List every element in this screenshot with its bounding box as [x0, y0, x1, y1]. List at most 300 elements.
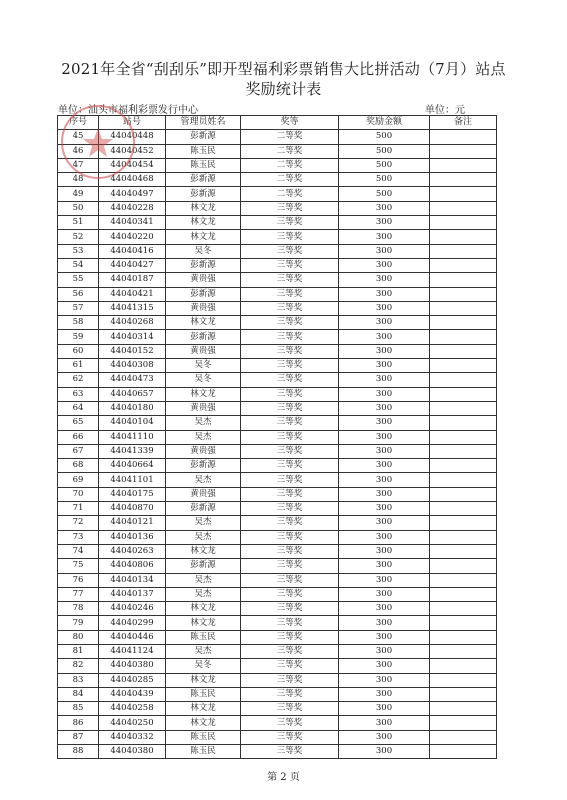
cell-station-id: 44040452 — [99, 144, 166, 158]
cell-manager-name: 陈玉民 — [166, 630, 241, 644]
cell-manager-name: 黄贵强 — [166, 401, 241, 415]
cell-remark — [430, 216, 497, 230]
cell-station-id: 44040806 — [99, 559, 166, 573]
cell-prize-level: 三等奖 — [241, 487, 339, 501]
cell-station-id: 44040448 — [99, 130, 166, 144]
table-row — [58, 401, 497, 415]
cell-amount: 300 — [339, 616, 430, 630]
cell-amount: 300 — [339, 301, 430, 315]
cell-remark — [430, 644, 497, 658]
cell-remark — [430, 516, 497, 530]
cell-station-id: 44040341 — [99, 216, 166, 230]
table-row — [58, 258, 497, 272]
cell-manager-name: 吴杰 — [166, 530, 241, 544]
cell-remark — [430, 530, 497, 544]
cell-prize-level: 三等奖 — [241, 702, 339, 716]
cell-station-id: 44040870 — [99, 502, 166, 516]
cell-manager-name: 彭新源 — [166, 287, 241, 301]
table-row — [58, 587, 497, 601]
cell-index: 52 — [58, 230, 99, 244]
cell-station-id: 44040121 — [99, 516, 166, 530]
cell-prize-level: 三等奖 — [241, 602, 339, 616]
cell-station-id: 44040263 — [99, 544, 166, 558]
cell-remark — [430, 673, 497, 687]
cell-index: 58 — [58, 316, 99, 330]
cell-amount: 300 — [339, 687, 430, 701]
cell-manager-name: 彭新源 — [166, 187, 241, 201]
cell-manager-name: 林文龙 — [166, 616, 241, 630]
cell-remark — [430, 730, 497, 744]
cell-index: 73 — [58, 530, 99, 544]
cell-index: 63 — [58, 387, 99, 401]
cell-index: 48 — [58, 173, 99, 187]
cell-prize-level: 三等奖 — [241, 659, 339, 673]
cell-station-id: 44040134 — [99, 573, 166, 587]
cell-amount: 500 — [339, 187, 430, 201]
cell-remark — [430, 244, 497, 258]
cell-manager-name: 吴冬 — [166, 359, 241, 373]
cell-index: 86 — [58, 716, 99, 730]
cell-amount: 300 — [339, 316, 430, 330]
cell-remark — [430, 616, 497, 630]
cell-amount: 300 — [339, 401, 430, 415]
table-row — [58, 616, 497, 630]
cell-prize-level: 三等奖 — [241, 258, 339, 272]
cell-manager-name: 吴冬 — [166, 244, 241, 258]
cell-manager-name: 林文龙 — [166, 316, 241, 330]
table-row — [58, 745, 497, 759]
col-header-index: 序号 — [58, 116, 99, 130]
cell-amount: 300 — [339, 287, 430, 301]
table-row — [58, 602, 497, 616]
table-row — [58, 216, 497, 230]
cell-amount: 300 — [339, 644, 430, 658]
cell-manager-name: 吴冬 — [166, 373, 241, 387]
cell-remark — [430, 716, 497, 730]
cell-remark — [430, 602, 497, 616]
cell-prize-level: 三等奖 — [241, 687, 339, 701]
cell-remark — [430, 359, 497, 373]
cell-station-id: 44040246 — [99, 602, 166, 616]
cell-index: 74 — [58, 544, 99, 558]
cell-amount: 500 — [339, 158, 430, 172]
cell-index: 57 — [58, 301, 99, 315]
table-row — [58, 473, 497, 487]
cell-manager-name: 吴杰 — [166, 587, 241, 601]
cell-station-id: 44041110 — [99, 430, 166, 444]
cell-manager-name: 林文龙 — [166, 673, 241, 687]
cell-amount: 300 — [339, 502, 430, 516]
cell-remark — [430, 416, 497, 430]
table-row — [58, 130, 497, 144]
cell-remark — [430, 745, 497, 759]
cell-remark — [430, 316, 497, 330]
cell-station-id: 44040427 — [99, 258, 166, 272]
cell-amount: 300 — [339, 473, 430, 487]
table-row — [58, 630, 497, 644]
cell-manager-name: 彭新源 — [166, 258, 241, 272]
cell-index: 80 — [58, 630, 99, 644]
table-row — [58, 330, 497, 344]
cell-prize-level: 三等奖 — [241, 387, 339, 401]
cell-station-id: 44040285 — [99, 673, 166, 687]
cell-station-id: 44040228 — [99, 201, 166, 215]
cell-remark — [430, 201, 497, 215]
cell-prize-level: 三等奖 — [241, 359, 339, 373]
cell-prize-level: 二等奖 — [241, 144, 339, 158]
cell-index: 65 — [58, 416, 99, 430]
cell-station-id: 44040468 — [99, 173, 166, 187]
cell-amount: 300 — [339, 530, 430, 544]
cell-prize-level: 二等奖 — [241, 173, 339, 187]
cell-remark — [430, 373, 497, 387]
cell-station-id: 44040104 — [99, 416, 166, 430]
col-header-remark: 备注 — [430, 116, 497, 130]
cell-station-id: 44040332 — [99, 730, 166, 744]
table-row — [58, 559, 497, 573]
cell-manager-name: 吴杰 — [166, 416, 241, 430]
cell-index: 56 — [58, 287, 99, 301]
table-row — [58, 502, 497, 516]
cell-manager-name: 彭新源 — [166, 330, 241, 344]
cell-amount: 300 — [339, 716, 430, 730]
cell-amount: 300 — [339, 516, 430, 530]
table-row — [58, 173, 497, 187]
cell-index: 83 — [58, 673, 99, 687]
cell-amount: 300 — [339, 630, 430, 644]
cell-prize-level: 三等奖 — [241, 530, 339, 544]
cell-remark — [430, 287, 497, 301]
cell-amount: 300 — [339, 487, 430, 501]
cell-index: 79 — [58, 616, 99, 630]
table-row — [58, 158, 497, 172]
cell-amount: 300 — [339, 430, 430, 444]
table-row — [58, 573, 497, 587]
cell-prize-level: 三等奖 — [241, 544, 339, 558]
cell-manager-name: 吴杰 — [166, 644, 241, 658]
table-row — [58, 430, 497, 444]
cell-remark — [430, 387, 497, 401]
cell-index: 85 — [58, 702, 99, 716]
table-row — [58, 301, 497, 315]
cell-station-id: 44040268 — [99, 316, 166, 330]
cell-manager-name: 林文龙 — [166, 716, 241, 730]
cell-prize-level: 二等奖 — [241, 158, 339, 172]
cell-amount: 300 — [339, 602, 430, 616]
table-row — [58, 359, 497, 373]
cell-remark — [430, 573, 497, 587]
cell-manager-name: 黄贵强 — [166, 487, 241, 501]
issuer-unit-label: 单位：汕头市福利彩票发行中心 — [58, 105, 198, 116]
table-row — [58, 673, 497, 687]
cell-remark — [430, 473, 497, 487]
cell-index: 84 — [58, 687, 99, 701]
cell-station-id: 44041124 — [99, 644, 166, 658]
cell-amount: 300 — [339, 330, 430, 344]
cell-remark — [430, 401, 497, 415]
cell-station-id: 44040314 — [99, 330, 166, 344]
cell-station-id: 44041101 — [99, 473, 166, 487]
table-row — [58, 459, 497, 473]
cell-amount: 300 — [339, 573, 430, 587]
table-row — [58, 530, 497, 544]
table-row — [58, 487, 497, 501]
cell-remark — [430, 459, 497, 473]
cell-prize-level: 三等奖 — [241, 559, 339, 573]
table-row — [58, 716, 497, 730]
cell-manager-name: 林文龙 — [166, 544, 241, 558]
cell-amount: 300 — [339, 273, 430, 287]
cell-index: 60 — [58, 344, 99, 358]
cell-remark — [430, 444, 497, 458]
document-title-line1: 2021年全省“刮刮乐”即开型福利彩票销售大比拼活动（7月）站点 — [61, 60, 506, 78]
cell-prize-level: 三等奖 — [241, 216, 339, 230]
cell-index: 62 — [58, 373, 99, 387]
col-header-amount: 奖励金额 — [339, 116, 430, 130]
cell-manager-name: 林文龙 — [166, 216, 241, 230]
cell-prize-level: 三等奖 — [241, 459, 339, 473]
cell-manager-name: 林文龙 — [166, 702, 241, 716]
cell-amount: 300 — [339, 745, 430, 759]
table-row — [58, 373, 497, 387]
cell-index: 50 — [58, 201, 99, 215]
cell-remark — [430, 144, 497, 158]
cell-prize-level: 三等奖 — [241, 373, 339, 387]
cell-station-id: 44040220 — [99, 230, 166, 244]
cell-index: 67 — [58, 444, 99, 458]
cell-station-id: 44040152 — [99, 344, 166, 358]
cell-remark — [430, 344, 497, 358]
cell-station-id: 44041339 — [99, 444, 166, 458]
cell-index: 70 — [58, 487, 99, 501]
cell-index: 77 — [58, 587, 99, 601]
cell-index: 81 — [58, 644, 99, 658]
cell-amount: 300 — [339, 730, 430, 744]
table-row — [58, 544, 497, 558]
cell-station-id: 44040664 — [99, 459, 166, 473]
table-row — [58, 244, 497, 258]
cell-amount: 300 — [339, 387, 430, 401]
cell-remark — [430, 330, 497, 344]
cell-prize-level: 三等奖 — [241, 444, 339, 458]
cell-index: 72 — [58, 516, 99, 530]
table-row — [58, 516, 497, 530]
cell-index: 88 — [58, 745, 99, 759]
cell-manager-name: 林文龙 — [166, 602, 241, 616]
cell-prize-level: 三等奖 — [241, 745, 339, 759]
cell-prize-level: 三等奖 — [241, 273, 339, 287]
cell-amount: 300 — [339, 559, 430, 573]
cell-station-id: 44040136 — [99, 530, 166, 544]
table-row — [58, 144, 497, 158]
table-row — [58, 201, 497, 215]
cell-remark — [430, 258, 497, 272]
cell-manager-name: 陈玉民 — [166, 687, 241, 701]
cell-remark — [430, 687, 497, 701]
cell-prize-level: 三等奖 — [241, 430, 339, 444]
cell-amount: 300 — [339, 244, 430, 258]
cell-station-id: 44040380 — [99, 745, 166, 759]
cell-manager-name: 彭新源 — [166, 173, 241, 187]
cell-prize-level: 三等奖 — [241, 616, 339, 630]
cell-prize-level: 三等奖 — [241, 673, 339, 687]
cell-manager-name: 吴杰 — [166, 473, 241, 487]
cell-prize-level: 三等奖 — [241, 516, 339, 530]
cell-prize-level: 三等奖 — [241, 230, 339, 244]
cell-amount: 300 — [339, 201, 430, 215]
cell-manager-name: 林文龙 — [166, 230, 241, 244]
cell-station-id: 44040446 — [99, 630, 166, 644]
table-row — [58, 273, 497, 287]
cell-manager-name: 吴冬 — [166, 659, 241, 673]
cell-amount: 300 — [339, 216, 430, 230]
table-row — [58, 187, 497, 201]
cell-prize-level: 三等奖 — [241, 502, 339, 516]
cell-index: 59 — [58, 330, 99, 344]
col-header-station: 站号 — [99, 116, 166, 130]
cell-prize-level: 三等奖 — [241, 287, 339, 301]
cell-manager-name: 林文龙 — [166, 387, 241, 401]
cell-station-id: 44040657 — [99, 387, 166, 401]
table-row — [58, 659, 497, 673]
cell-manager-name: 黄贵强 — [166, 344, 241, 358]
cell-index: 47 — [58, 158, 99, 172]
cell-manager-name: 吴杰 — [166, 430, 241, 444]
document-title-line2: 奖励统计表 — [245, 80, 322, 98]
cell-station-id: 44040454 — [99, 158, 166, 172]
page-number: 第 2 页 — [267, 772, 300, 783]
cell-prize-level: 二等奖 — [241, 130, 339, 144]
cell-remark — [430, 130, 497, 144]
cell-remark — [430, 630, 497, 644]
award-table — [57, 115, 497, 759]
cell-station-id: 44040180 — [99, 401, 166, 415]
cell-index: 49 — [58, 187, 99, 201]
cell-remark — [430, 544, 497, 558]
cell-amount: 300 — [339, 344, 430, 358]
cell-station-id: 44040250 — [99, 716, 166, 730]
cell-station-id: 44040175 — [99, 487, 166, 501]
cell-manager-name: 吴杰 — [166, 573, 241, 587]
cell-station-id: 44040258 — [99, 702, 166, 716]
cell-remark — [430, 559, 497, 573]
cell-prize-level: 三等奖 — [241, 644, 339, 658]
cell-prize-level: 二等奖 — [241, 187, 339, 201]
cell-manager-name: 陈玉民 — [166, 158, 241, 172]
cell-prize-level: 三等奖 — [241, 301, 339, 315]
cell-manager-name: 彭新源 — [166, 502, 241, 516]
cell-index: 82 — [58, 659, 99, 673]
cell-index: 45 — [58, 130, 99, 144]
cell-prize-level: 三等奖 — [241, 401, 339, 415]
cell-index: 53 — [58, 244, 99, 258]
cell-index: 75 — [58, 559, 99, 573]
table-row — [58, 444, 497, 458]
cell-prize-level: 三等奖 — [241, 587, 339, 601]
cell-amount: 300 — [339, 373, 430, 387]
cell-station-id: 44040187 — [99, 273, 166, 287]
cell-manager-name: 黄贵强 — [166, 444, 241, 458]
cell-index: 64 — [58, 401, 99, 415]
table-header-row — [58, 116, 497, 130]
cell-amount: 300 — [339, 459, 430, 473]
cell-amount: 300 — [339, 416, 430, 430]
cell-prize-level: 三等奖 — [241, 630, 339, 644]
cell-station-id: 44040137 — [99, 587, 166, 601]
cell-index: 68 — [58, 459, 99, 473]
cell-amount: 500 — [339, 173, 430, 187]
cell-prize-level: 三等奖 — [241, 201, 339, 215]
cell-remark — [430, 173, 497, 187]
cell-index: 46 — [58, 144, 99, 158]
cell-station-id: 44040299 — [99, 616, 166, 630]
cell-remark — [430, 659, 497, 673]
cell-manager-name: 黄贵强 — [166, 273, 241, 287]
col-header-manager: 管理员姓名 — [166, 116, 241, 130]
cell-amount: 300 — [339, 230, 430, 244]
cell-amount: 300 — [339, 587, 430, 601]
cell-prize-level: 三等奖 — [241, 473, 339, 487]
cell-prize-level: 三等奖 — [241, 344, 339, 358]
table-row — [58, 416, 497, 430]
cell-manager-name: 吴杰 — [166, 516, 241, 530]
cell-manager-name: 黄贵强 — [166, 301, 241, 315]
table-body — [58, 130, 497, 759]
cell-index: 78 — [58, 602, 99, 616]
cell-manager-name: 陈玉民 — [166, 730, 241, 744]
cell-manager-name: 彭新源 — [166, 459, 241, 473]
cell-station-id: 44040380 — [99, 659, 166, 673]
cell-manager-name: 陈玉民 — [166, 144, 241, 158]
cell-amount: 300 — [339, 359, 430, 373]
cell-index: 76 — [58, 573, 99, 587]
cell-remark — [430, 702, 497, 716]
cell-index: 66 — [58, 430, 99, 444]
cell-manager-name: 彭新源 — [166, 559, 241, 573]
cell-index: 69 — [58, 473, 99, 487]
table-row — [58, 687, 497, 701]
cell-station-id: 44040473 — [99, 373, 166, 387]
cell-prize-level: 三等奖 — [241, 244, 339, 258]
table-row — [58, 344, 497, 358]
cell-prize-level: 三等奖 — [241, 330, 339, 344]
cell-remark — [430, 273, 497, 287]
cell-prize-level: 三等奖 — [241, 316, 339, 330]
cell-index: 54 — [58, 258, 99, 272]
cell-remark — [430, 301, 497, 315]
cell-remark — [430, 487, 497, 501]
cell-remark — [430, 158, 497, 172]
cell-station-id: 44040497 — [99, 187, 166, 201]
cell-station-id: 44040421 — [99, 287, 166, 301]
table-row — [58, 387, 497, 401]
cell-prize-level: 三等奖 — [241, 730, 339, 744]
cell-prize-level: 三等奖 — [241, 573, 339, 587]
currency-unit-label: 单位：元 — [425, 105, 465, 116]
cell-manager-name: 彭新源 — [166, 130, 241, 144]
cell-amount: 300 — [339, 544, 430, 558]
cell-amount: 500 — [339, 144, 430, 158]
table-row — [58, 702, 497, 716]
cell-index: 51 — [58, 216, 99, 230]
cell-prize-level: 三等奖 — [241, 716, 339, 730]
cell-remark — [430, 502, 497, 516]
cell-index: 71 — [58, 502, 99, 516]
cell-index: 61 — [58, 359, 99, 373]
cell-remark — [430, 430, 497, 444]
table-row — [58, 287, 497, 301]
cell-station-id: 44041315 — [99, 301, 166, 315]
